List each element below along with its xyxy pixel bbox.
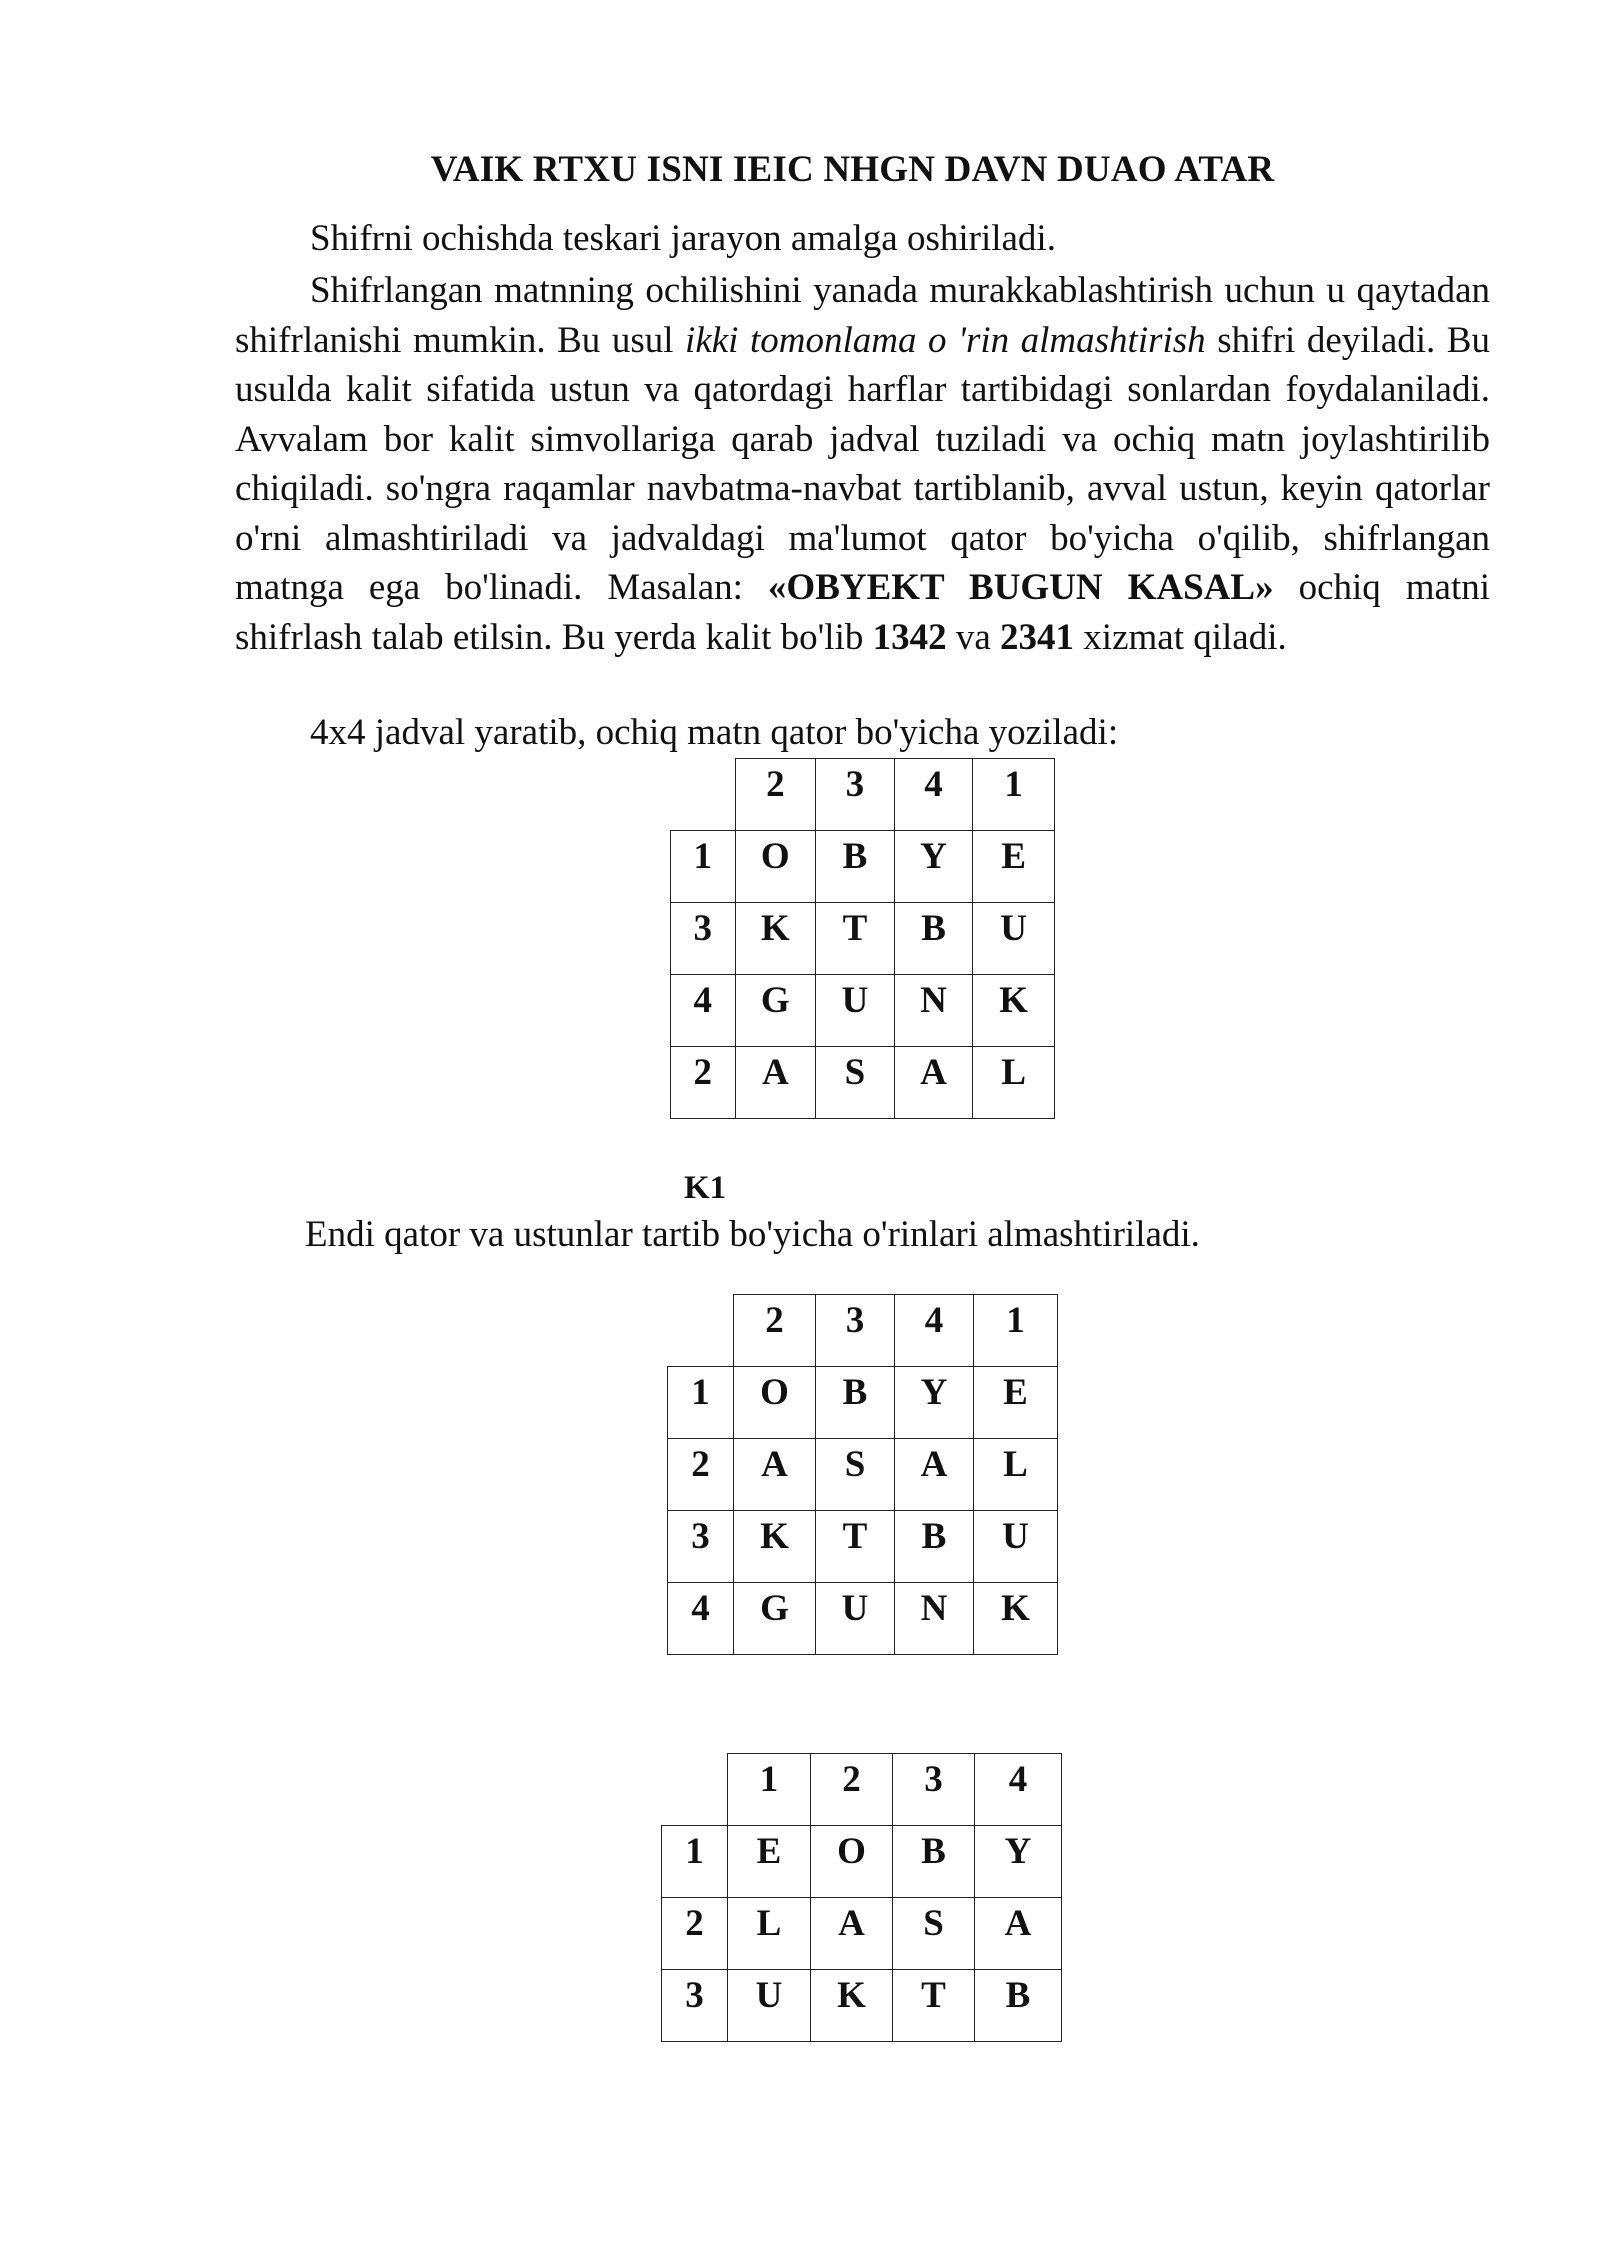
letter-cell: A bbox=[811, 1898, 893, 1970]
table-intro-line: 4x4 jadval yaratib, ochiq matn qator bo'yicha yoziladi: bbox=[310, 712, 1119, 753]
letter-cell: O bbox=[734, 1367, 816, 1439]
letter-cell: A bbox=[894, 1047, 973, 1119]
table-row bbox=[671, 831, 1055, 903]
letter-cell: K bbox=[811, 1970, 893, 2042]
letter-cell: B bbox=[975, 1970, 1062, 2042]
table-caption-k1: K1 bbox=[684, 1170, 727, 1206]
row-key-cell: 4 bbox=[668, 1583, 734, 1655]
main-paragraph bbox=[235, 266, 1490, 662]
letter-cell: G bbox=[734, 1583, 816, 1655]
letter-cell: K bbox=[974, 1583, 1058, 1655]
letter-cell: A bbox=[975, 1898, 1062, 1970]
paragraph-text-e: xizmat qiladi. bbox=[1074, 616, 1287, 658]
letter-cell: U bbox=[816, 1583, 895, 1655]
column-key-cell: 3 bbox=[893, 1754, 975, 1826]
table-row bbox=[668, 1511, 1058, 1583]
letter-cell: O bbox=[735, 831, 816, 903]
header-row bbox=[662, 1754, 1062, 1826]
letter-cell: L bbox=[728, 1898, 811, 1970]
letter-cell: A bbox=[735, 1047, 816, 1119]
row-key-cell: 2 bbox=[668, 1439, 734, 1511]
letter-cell: E bbox=[728, 1826, 811, 1898]
intro-line: Shifrni ochishda teskari jarayon amalga oshiriladi. bbox=[310, 218, 1056, 259]
table-row bbox=[671, 1047, 1055, 1119]
table-row bbox=[662, 1826, 1062, 1898]
paragraph-text-b: shifri deyiladi. Bu usulda kalit sifatida ustun va qatordagi harflar tartibidagi sonlardan foydalaniladi. Avvalam bor kalit simvollariga qarab jadval tuziladi va ochiq matn joylashtirilib chiqiladi. so'ngra raqamlar navbatma-navbat tartiblanib, avval ustun, keyin qatorlar o'rni almashtiriladi va jadvaldagi ma'lumot qator bo'yicha o'qilib, shifrlangan matnga ega bo'linadi. Masalan: bbox=[235, 319, 1490, 608]
row-key-cell: 1 bbox=[662, 1826, 728, 1898]
header-row bbox=[671, 759, 1055, 831]
column-key-cell: 2 bbox=[811, 1754, 893, 1826]
letter-cell: G bbox=[735, 975, 816, 1047]
column-key-cell: 1 bbox=[973, 759, 1055, 831]
letter-cell: L bbox=[973, 1047, 1055, 1119]
column-key-cell: 1 bbox=[974, 1295, 1058, 1367]
letter-cell: K bbox=[735, 903, 816, 975]
corner-cell bbox=[662, 1754, 728, 1826]
column-key-cell: 4 bbox=[895, 1295, 974, 1367]
letter-cell: B bbox=[895, 1511, 974, 1583]
letter-cell: N bbox=[894, 975, 973, 1047]
corner-cell bbox=[668, 1295, 734, 1367]
example-plaintext: «OBYEKT BUGUN KASAL» bbox=[767, 567, 1274, 608]
letter-cell: A bbox=[734, 1439, 816, 1511]
letter-cell: T bbox=[816, 1511, 895, 1583]
letter-cell: L bbox=[974, 1439, 1058, 1511]
column-key-cell: 4 bbox=[975, 1754, 1062, 1826]
letter-cell: K bbox=[734, 1511, 816, 1583]
table-row bbox=[671, 975, 1055, 1047]
table-row bbox=[668, 1439, 1058, 1511]
row-key-cell: 3 bbox=[671, 903, 736, 975]
letter-cell: B bbox=[894, 903, 973, 975]
paragraph-text-d: va bbox=[946, 616, 1001, 658]
column-key-cell: 3 bbox=[816, 1295, 895, 1367]
row-key-cell: 1 bbox=[671, 831, 736, 903]
letter-cell: Y bbox=[975, 1826, 1062, 1898]
table-rows-sorted bbox=[667, 1294, 1058, 1655]
column-key-cell: 4 bbox=[894, 759, 973, 831]
corner-cell bbox=[671, 759, 736, 831]
table-row bbox=[662, 1970, 1062, 2042]
key-1: 1342 bbox=[872, 616, 947, 658]
column-key-cell: 2 bbox=[734, 1295, 816, 1367]
swap-description-line: Endi qator va ustunlar tartib bo'yicha o'rinlari almashtiriladi. bbox=[305, 1214, 1200, 1255]
letter-cell: U bbox=[973, 903, 1055, 975]
row-key-cell: 1 bbox=[668, 1367, 734, 1439]
letter-cell: Y bbox=[894, 831, 973, 903]
table-row bbox=[668, 1583, 1058, 1655]
letter-cell: E bbox=[973, 831, 1055, 903]
letter-cell: E bbox=[974, 1367, 1058, 1439]
letter-cell: B bbox=[816, 1367, 895, 1439]
letter-cell: U bbox=[816, 975, 895, 1047]
letter-cell: S bbox=[816, 1439, 895, 1511]
table-row bbox=[662, 1898, 1062, 1970]
letter-cell: B bbox=[816, 831, 895, 903]
row-key-cell: 2 bbox=[662, 1898, 728, 1970]
letter-cell: A bbox=[895, 1439, 974, 1511]
table-row bbox=[668, 1367, 1058, 1439]
letter-cell: T bbox=[816, 903, 895, 975]
paragraph-text-c: ochiq matni shifrlash talab etilsin. Bu yerda kalit bo'lib bbox=[235, 567, 1491, 658]
letter-cell: U bbox=[728, 1970, 811, 2042]
letter-cell: N bbox=[895, 1583, 974, 1655]
letter-cell: U bbox=[974, 1511, 1058, 1583]
letter-cell: B bbox=[893, 1826, 975, 1898]
row-key-cell: 3 bbox=[668, 1511, 734, 1583]
document-heading: VAIK RTXU ISNI IEIC NHGN DAVN DUAO ATAR bbox=[430, 149, 1275, 190]
paragraph-italic-term: ikki tomonlama o 'rin almashtirish bbox=[685, 319, 1206, 361]
header-row bbox=[668, 1295, 1058, 1367]
column-key-cell: 3 bbox=[816, 759, 895, 831]
row-key-cell: 3 bbox=[662, 1970, 728, 2042]
column-key-cell: 2 bbox=[735, 759, 816, 831]
table-columns-sorted bbox=[661, 1753, 1062, 2042]
letter-cell: S bbox=[816, 1047, 895, 1119]
letter-cell: S bbox=[893, 1898, 975, 1970]
letter-cell: T bbox=[893, 1970, 975, 2042]
row-key-cell: 4 bbox=[671, 975, 736, 1047]
column-key-cell: 1 bbox=[728, 1754, 811, 1826]
table-row bbox=[671, 903, 1055, 975]
letter-cell: Y bbox=[895, 1367, 974, 1439]
row-key-cell: 2 bbox=[671, 1047, 736, 1119]
letter-cell: O bbox=[811, 1826, 893, 1898]
table-k1 bbox=[670, 758, 1055, 1119]
paragraph-text-a: Shifrlangan matnning ochilishini yanada murakkablashtirish uchun u qaytadan shifrlanishi mumkin. Bu usul bbox=[235, 270, 1490, 361]
key-2: 2341 bbox=[1000, 616, 1075, 658]
letter-cell: K bbox=[973, 975, 1055, 1047]
